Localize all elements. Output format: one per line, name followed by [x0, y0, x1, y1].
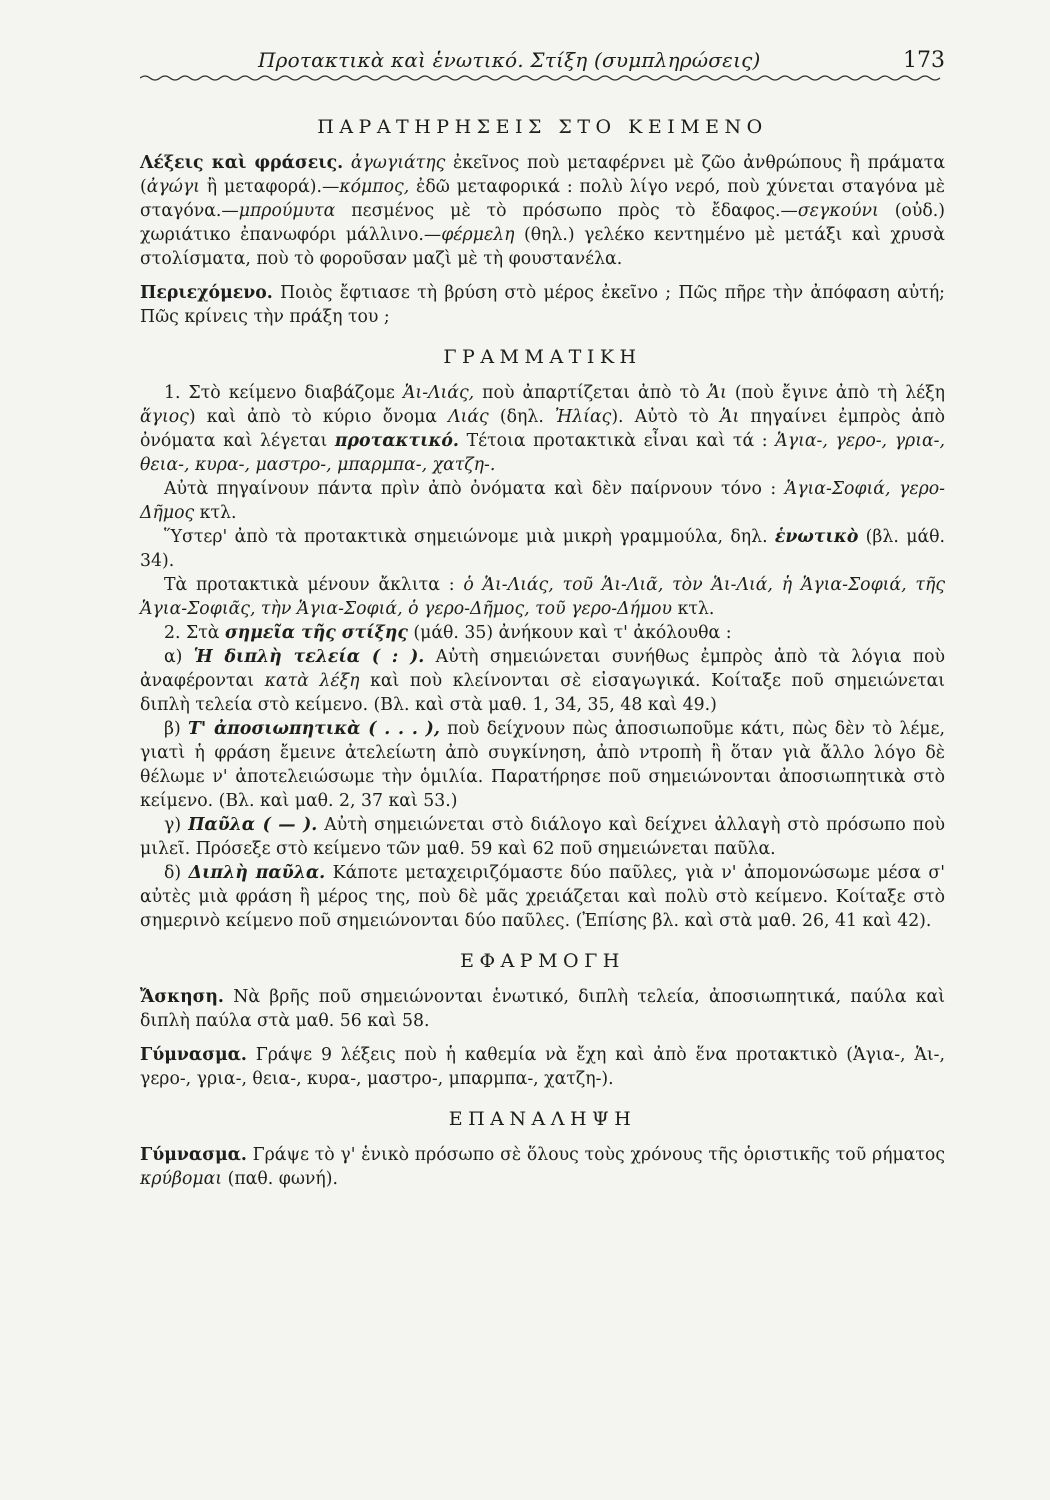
text-run: Αὐτὰ πηγαίνουν πάντα πρὶν ἀπὸ ὀνόματα καὶ δὲν παίρνουν τόνο : — [164, 479, 785, 499]
text-run: Κάποτε μεταχειριζόμαστε δύο παῦλες, γιὰ ν' ἀπομονώσωμε μέσα σ' αὐτὲς μιὰ φράση ἢ μέρος της, ποὺ δὲ μᾶς χρειάζεται καὶ πολὺ στὸ κείμενο. Κοίταξε στὸ σημερινὸ κείμενο ποῦ σημειώνονται δύο παῦλες. (Ἐπίσης βλ. καὶ στὰ μαθ. 26, 41 καὶ 42). — [140, 863, 945, 931]
text-run: Γράψε τὸ γ' ἑνικὸ πρόσωπο σὲ ὅλους τοὺς χρόνους τῆς ὁριστικῆς τοῦ ρήματος — [246, 1145, 945, 1165]
text-run: ἐκεῖνος ποὺ μεταφέρνει μὲ ζῶο ἀνθρώπους ἢ πράματα ( — [140, 153, 946, 197]
text-run: α) — [164, 647, 194, 667]
text-run: Νὰ βρῆς ποῦ σημειώνονται ἑνωτικό, διπλὴ τελεία, ἀποσιωπητικά, παύλα καὶ διπλὴ παύλα στὰ μαθ. 56 καὶ 58. — [140, 987, 945, 1031]
text-run: (μάθ. 35) ἀνήκουν καὶ τ' ἀκόλουθα : — [407, 623, 732, 643]
term-agios: ἅγιος — [140, 407, 189, 427]
text-run: ). Αὐτὸ τὸ — [611, 407, 720, 427]
term-ai-lias: Ἁι-Λιάς, — [402, 383, 475, 403]
vocab-label: Λέξεις καὶ φράσεις. — [140, 153, 344, 173]
exercise-label: Ἄσκηση. — [140, 987, 224, 1007]
heading-observations: ΠΑΡΑΤΗΡΗΣΕΙΣ ΣΤΟ ΚΕΙΜΕΝΟ — [317, 116, 768, 138]
text-run: β) — [164, 719, 189, 739]
text-run: (οὐδ.) χωριάτικο ἐπανωφόρι μάλλινο.— — [140, 201, 945, 245]
text-run: Γράψε 9 λέξεις ποὺ ἡ καθεμία νὰ ἔχη καὶ ἀπὸ ἕνα προτακτικὸ (Ἁγια-, Ἁι-, γερο-, γρια-, θεια-, κυρα-, μαστρο-, μπαρμπα-, χατζη-). — [140, 1045, 945, 1089]
term-ellipsis: Τ' ἀποσιωπητικὰ ( . . . ), — [188, 719, 440, 739]
text-run: ἐδῶ μεταφορικά : πολὺ λίγο νερό, ποὺ χύνεται σταγόνα μὲ σταγόνα.— — [140, 177, 945, 221]
term-punctuation: σημεῖα τῆς στίξης — [224, 623, 408, 643]
punctuation-item-d — [140, 861, 945, 933]
term-dash: Παῦλα ( — ). — [188, 815, 318, 835]
term-double-dash: Διπλὴ παῦλα. — [188, 863, 326, 883]
text-run: 2. Στὰ — [164, 623, 225, 643]
grammar-paragraph-5 — [140, 621, 945, 645]
heading-grammar: ΓΡΑΜΜΑΤΙΚΗ — [443, 346, 642, 368]
heading-revision: ΕΠΑΝΑΛΗΨΗ — [448, 1108, 637, 1130]
revision-paragraph — [140, 1143, 945, 1191]
running-title: Προτακτικὰ καὶ ἑνωτικό. Στίξη (συμπληρώσεις) — [258, 48, 761, 72]
vocabulary-paragraph — [140, 151, 945, 271]
text-run: (ποὺ ἔγινε ἀπὸ τὴ λέξη — [726, 383, 945, 403]
content-label: Περιεχόμενο. — [140, 283, 273, 303]
term-kata-lexi: κατὰ λέξη — [264, 671, 360, 691]
text-run: κτλ. — [194, 503, 237, 523]
text-run: (δηλ. — [488, 407, 555, 427]
text-run: ) καὶ ἀπὸ τὸ κύριο ὄνομα — [188, 407, 449, 427]
example-words: Ἁγια-Σοφιά, γερο-Δῆμος — [140, 479, 945, 523]
grammar-paragraph-2 — [140, 477, 945, 525]
text-run: καὶ ποὺ κλείνονται σὲ εἰσαγωγικά. Κοίταξε ποῦ σημειώνεται διπλὴ τελεία στὸ κείμενο. (Βλ. καὶ στὰ μαθ. 1, 34, 35, 48 καὶ 49.) — [140, 671, 946, 715]
exercise-paragraph — [140, 985, 945, 1033]
term-segkouni: σεγκούνι — [797, 201, 879, 221]
term-lias: Λιάς — [448, 407, 489, 427]
heading-application: ΕΦΑΡΜΟΓΗ — [460, 950, 625, 972]
term-ai: Ἁι — [707, 383, 727, 403]
example-declension: ὁ Ἁι-Λιάς, τοῦ Ἁι-Λιᾶ, τὸν Ἁι-Λιά, ἡ Ἁγια-Σοφιά, τῆς Ἁγια-Σοφιᾶς, τὴν Ἁγια-Σοφιά, ὁ γερο-Δῆμος, τοῦ γερο-Δήμου — [140, 575, 946, 619]
text-run: Ποιὸς ἔφτιασε τὴ βρύση στὸ μέρος ἐκεῖνο ; Πῶς πῆρε τὴν ἀπόφαση αὐτή; Πῶς κρίνεις τὴν πράξη του ; — [140, 283, 945, 327]
text-run: ποὺ δείχνουν πὼς ἀποσιωποῦμε κάτι, πὼς δὲν τὸ λέμε, γιατὶ ἡ φράση ἔμεινε ἀτελείωτη ἀπὸ συγκίνηση, ἀπὸ ντροπὴ ἢ ὅταν γιὰ ἄλλο λόγο δὲ θέλωμε ν' ἀποτελειώσωμε τὴν ὁμιλία. Παρατήρησε ποῦ σημειώνονται ἀποσιωπητικὰ στὸ κείμενο. (Βλ. καὶ μαθ. 2, 37 καὶ 53.) — [140, 719, 945, 811]
text-run: ἢ μεταφορά).— — [199, 177, 340, 197]
text-run: κτλ. — [672, 599, 715, 619]
text-run: ποὺ ἀπαρτίζεται ἀπὸ τὸ — [474, 383, 708, 403]
page-content — [140, 115, 945, 1191]
text-run: πεσμένος μὲ τὸ πρόσωπο πρὸς τὸ ἔδαφος.— — [335, 201, 798, 221]
punctuation-item-c — [140, 813, 945, 861]
text-run: Τέτοια προτακτικὰ εἶναι καὶ τά : — [458, 431, 776, 451]
term-colon: Ἡ διπλὴ τελεία ( : ). — [193, 647, 425, 667]
term-ilias: Ἠλίας — [554, 407, 612, 427]
text-run: Τὰ προτακτικὰ μένουν ἄκλιτα : — [164, 575, 464, 595]
punctuation-item-a — [140, 645, 945, 717]
text-run: δ) — [164, 863, 189, 883]
term-verb: κρύβομαι — [140, 1169, 223, 1189]
gymnasma-label: Γύμνασμα. — [140, 1045, 247, 1065]
term-enotiko: ἑνωτικὸ — [774, 527, 859, 547]
text-run: Αὐτὴ σημειώνεται συνήθως ἐμπρὸς ἀπὸ τὰ λόγια ποὺ ἀναφέρονται — [140, 647, 946, 691]
text-run: Αὐτὴ σημειώνεται στὸ διάλογο καὶ δείχνει ἀλλαγὴ στὸ πρόσωπο ποὺ μιλεῖ. Πρόσεξε στὸ κείμενο τῶν μαθ. 59 καὶ 62 ποῦ σημειώνεται παῦλα. — [140, 815, 946, 859]
term-ai: Ἁι — [719, 407, 740, 427]
grammar-paragraph-4 — [140, 573, 945, 621]
term-protaktiko: προτακτικό. — [334, 431, 459, 451]
decorative-wavy-rule — [140, 74, 945, 82]
revision-label: Γύμνασμα. — [140, 1145, 247, 1165]
text-run: (θηλ.) γελέκο κεντημένο μὲ μετάξι καὶ χρυσὰ στολίσματα, ποὺ τὸ φοροῦσαν μαζὶ μὲ τὴ φουστανέλα. — [140, 225, 945, 269]
text-run: 1. Στὸ κείμενο διαβάζομε — [164, 383, 403, 403]
text-run: γ) — [164, 815, 189, 835]
term-brouminta: μπρούμυτα — [238, 201, 336, 221]
text-run: (παθ. φωνή). — [222, 1169, 339, 1189]
content-questions-paragraph — [140, 281, 945, 329]
text-run: πηγαίνει ἐμπρὸς ἀπὸ ὀνόματα καὶ λέγεται — [140, 407, 945, 451]
term-kompos: κόμπος, — [339, 177, 410, 197]
term-fermeli: φέρμελη — [441, 225, 515, 245]
text-run: Ὕστερ' ἀπὸ τὰ προτακτικὰ σημειώνομε μιὰ μικρὴ γραμμούλα, δηλ. — [164, 527, 775, 547]
grammar-paragraph-3 — [140, 525, 945, 573]
text-run — [343, 153, 351, 173]
term-agogiatis: ἀγωγιάτης — [350, 153, 446, 173]
term-agogi: ἀγώγι — [146, 177, 200, 197]
prefix-list: Ἁγια-, γερο-, γρια-, θεια-, κυρα-, μαστρο-, μπαρμπα-, χατζη-. — [140, 431, 945, 475]
page-number: 173 — [903, 48, 945, 73]
grammar-paragraph-1 — [140, 381, 945, 477]
punctuation-item-b — [140, 717, 945, 813]
gymnasma-paragraph — [140, 1043, 945, 1091]
text-run: (βλ. μάθ. 34). — [140, 527, 946, 571]
running-head — [140, 44, 945, 80]
